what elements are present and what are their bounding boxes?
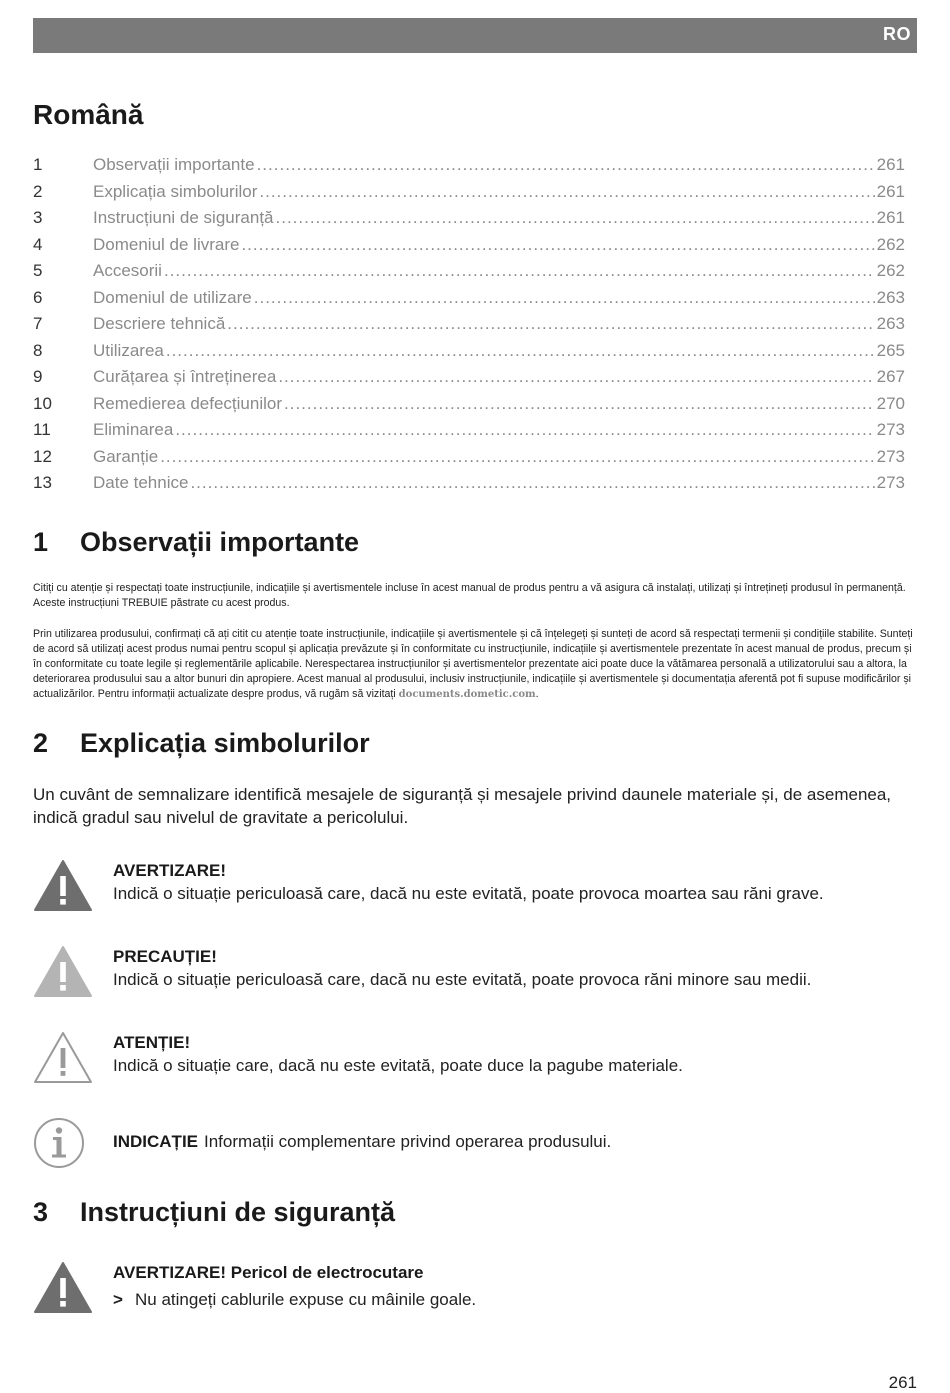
bullet-marker: > — [113, 1290, 123, 1309]
info-circle-icon — [33, 1117, 85, 1169]
toc-leader-dots — [276, 208, 875, 228]
toc-leader-dots — [241, 235, 874, 255]
toc-label: Utilizarea — [93, 340, 164, 360]
documents-link[interactable]: documents.dometic.com — [398, 689, 536, 700]
signal-notice-text: Indică o situație care, dacă nu este evitată, poate duce la pagube materiale. — [113, 1056, 683, 1075]
toc-leader-dots — [259, 182, 874, 202]
toc-page-number: 273 — [876, 473, 905, 492]
signal-notice — [33, 1031, 913, 1091]
toc-page-number: 273 — [876, 446, 905, 466]
section-1-title: Observații importante — [80, 527, 360, 557]
section-3-title: Instrucțiuni de siguranță — [80, 1197, 396, 1227]
toc-leader-dots — [164, 261, 875, 281]
toc-label: Instrucțiuni de siguranță — [93, 208, 274, 227]
toc-row[interactable] — [33, 288, 905, 315]
toc-label: Descriere tehnică — [93, 314, 226, 333]
signal-notice-title: ATENȚIE! — [113, 1033, 191, 1052]
signal-caution — [33, 945, 913, 1005]
toc-label: Garanție — [93, 446, 159, 466]
toc-page-number: 267 — [876, 367, 905, 386]
toc-number: 9 — [33, 367, 43, 386]
toc-row[interactable] — [33, 420, 905, 447]
caution-triangle-icon — [33, 945, 93, 999]
toc-row[interactable] — [33, 314, 905, 341]
toc-leader-dots — [278, 367, 874, 387]
toc-number: 7 — [33, 314, 43, 333]
language-code: RO — [883, 24, 911, 44]
signal-warning — [33, 859, 913, 919]
toc-label: Date tehnice — [93, 473, 189, 492]
signal-note-text: Informații complementare privind operarea produsului. — [204, 1132, 612, 1151]
toc-label: Accesorii — [93, 261, 162, 280]
signal-warning-text: Indică o situație periculoasă care, dacă nu este evitată, poate provoca moartea sau răni grave. — [113, 884, 824, 903]
signal-note — [33, 1117, 913, 1177]
toc-label: Domeniul de utilizare — [93, 287, 252, 307]
notice-triangle-icon — [33, 1031, 93, 1085]
toc-label: Remedierea defecțiunilor — [93, 393, 282, 413]
toc-page-number: 262 — [876, 234, 905, 254]
section-2-heading — [33, 728, 370, 759]
toc-row[interactable] — [33, 394, 905, 421]
toc-row[interactable] — [33, 341, 905, 368]
toc-page-number: 262 — [876, 261, 905, 280]
safety-warning — [33, 1261, 913, 1331]
toc-label: Domeniul de livrare — [93, 234, 240, 254]
toc-leader-dots — [227, 314, 874, 334]
warning-triangle-icon — [33, 1261, 93, 1315]
toc-row[interactable] — [33, 367, 905, 394]
toc-leader-dots — [257, 155, 875, 175]
toc-label: Curățarea și întreținerea — [93, 367, 277, 386]
toc-leader-dots — [190, 473, 874, 493]
signal-warning-title: AVERTIZARE! — [113, 861, 227, 880]
toc-leader-dots — [166, 341, 875, 361]
signal-caution-title: PRECAUȚIE! — [113, 947, 217, 966]
toc-row[interactable] — [33, 235, 905, 262]
toc-row[interactable] — [33, 208, 905, 235]
toc-number: 11 — [33, 420, 51, 439]
toc-leader-dots — [160, 447, 874, 467]
table-of-contents — [33, 155, 905, 500]
page-number: 261 — [888, 1373, 917, 1392]
toc-page-number: 273 — [876, 420, 905, 439]
toc-row[interactable] — [33, 182, 905, 209]
section-2-intro: Un cuvânt de semnalizare identifică mesajele de siguranță și mesajele privind daunele materiale și, de asemenea, indică gradul sau nivelul de gravitate a pericolului. — [33, 785, 892, 827]
toc-number: 6 — [33, 287, 43, 307]
section-1-number: 1 — [33, 527, 49, 557]
section-1-paragraph-1: Citiți cu atenție și respectați toate instrucțiunile, indicațiile și avertismentele incluse în acest manual de produs pentru a vă asigura că instalați, utilizați și întrețineți produsul în permanență. Aceste instrucțiuni TREBUIE păstrate cu acest produs. — [33, 582, 906, 609]
section-1-paragraph-2-end: . — [535, 688, 539, 700]
toc-number: 13 — [33, 473, 52, 492]
toc-page-number: 261 — [876, 181, 905, 201]
safety-bullet — [113, 1288, 476, 1311]
toc-leader-dots — [254, 288, 875, 308]
toc-page-number: 261 — [876, 208, 905, 227]
toc-number: 5 — [33, 261, 43, 280]
toc-page-number: 263 — [876, 314, 905, 333]
signal-caution-text: Indică o situație periculoasă care, dacă nu este evitată, poate provoca răni minore sau medii. — [113, 970, 812, 989]
document-title: Română — [33, 99, 144, 130]
toc-number: 12 — [33, 446, 52, 466]
section-1-heading — [33, 527, 359, 558]
toc-number: 10 — [33, 393, 52, 413]
toc-label: Observații importante — [93, 155, 255, 174]
toc-leader-dots — [175, 420, 874, 440]
toc-number: 1 — [33, 155, 43, 174]
toc-number: 4 — [33, 234, 43, 254]
toc-page-number: 261 — [876, 155, 905, 174]
section-1-paragraph-2 — [33, 627, 918, 702]
toc-leader-dots — [284, 394, 875, 414]
toc-row[interactable] — [33, 447, 905, 474]
section-2-title: Explicația simbolurilor — [80, 728, 370, 758]
toc-number: 8 — [33, 340, 43, 360]
safety-warning-title: AVERTIZARE! Pericol de electrocutare — [113, 1263, 424, 1282]
toc-label: Eliminarea — [93, 420, 174, 439]
toc-row[interactable] — [33, 155, 905, 182]
toc-label: Explicația simbolurilor — [93, 181, 258, 201]
toc-row[interactable] — [33, 261, 905, 288]
section-2-number: 2 — [33, 728, 49, 758]
toc-number: 2 — [33, 181, 43, 201]
warning-triangle-icon — [33, 859, 93, 913]
toc-page-number: 270 — [876, 393, 905, 413]
section-3-number: 3 — [33, 1197, 49, 1227]
signal-note-title: INDICAȚIE — [113, 1132, 198, 1151]
section-1-paragraph-2-text: Prin utilizarea produsului, confirmați că ați citit cu atenție toate instrucțiunile, indicațiile și avertismentele și că înțelegeți și sunteți de acord să respectați termenii și condițiile stabilite. Sunteți de acord să utilizați acest produs numai pentru scopul și aplicația prevăzute și în conformitate cu instrucțiunile, indicațiile și avertismentele prezentate în acest manual de produs, precum și în conformitate cu toate legile și reglementările aplicabile. Nerespectarea instrucțiunilor și avertismentelor prezentate aici poate duce la vătămarea personală a utilizatorului sau a altora, la deteriorarea produsului sau a altor bunuri din apropiere. Acest manual al produsului, inclusiv instrucțiunile, indicațiile și avertismentele și documentația aferentă pot fi supuse modificărilor și actualizărilor. Pentru informații actualizate despre produs, vă rugăm să vizitați — [33, 628, 913, 700]
toc-row[interactable] — [33, 473, 905, 500]
toc-page-number: 265 — [876, 340, 905, 360]
toc-number: 3 — [33, 208, 43, 227]
safety-bullet-text: Nu atingeți cablurile expuse cu mâinile goale. — [135, 1290, 477, 1309]
toc-page-number: 263 — [876, 287, 905, 307]
section-3-heading — [33, 1197, 395, 1228]
header-bar — [33, 18, 917, 53]
